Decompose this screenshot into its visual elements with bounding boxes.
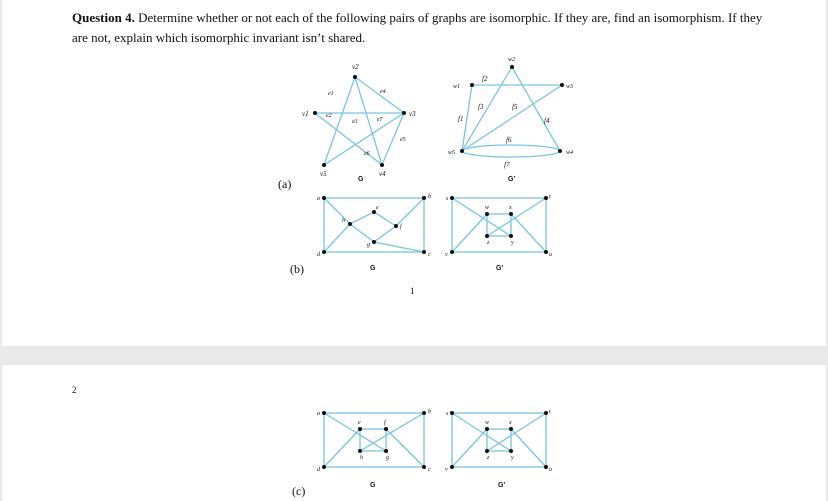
graph-label: g [367, 242, 370, 248]
graph-label: x [509, 420, 512, 426]
edge-e2 [315, 113, 382, 165]
vertex-v1 [313, 111, 317, 115]
graph-vertex [322, 465, 326, 469]
graph-label: e [376, 205, 379, 211]
graph-label: z [487, 240, 490, 246]
graph-a-G [282, 55, 602, 195]
graph-edge [511, 214, 546, 252]
graph-edge [452, 214, 487, 252]
label-f3: f3 [478, 103, 484, 111]
label-f7: f7 [504, 161, 510, 169]
graph-edge [360, 429, 386, 451]
edge-f1 [462, 85, 472, 151]
vertex-w4 [558, 149, 562, 153]
graph-label: v [445, 252, 448, 258]
label-f1: f1 [458, 115, 464, 123]
graph-label: x [509, 205, 512, 211]
label-w5: w5 [448, 150, 456, 156]
label-e5: e5 [400, 137, 406, 143]
edge-e4 [355, 77, 404, 113]
graph-edge [324, 413, 424, 467]
graph-vertex [450, 196, 454, 200]
graph-vertex [322, 411, 326, 415]
vertex-a [322, 196, 326, 200]
graph-label: g [386, 455, 389, 461]
label-w2: w2 [508, 57, 516, 63]
graph-label: u [549, 252, 552, 258]
label-e6: e6 [364, 151, 370, 157]
question-number: Question 4. [72, 10, 135, 25]
graph-vertex [422, 465, 426, 469]
label-f4: f4 [544, 117, 550, 125]
graph-vertex [450, 411, 454, 415]
graph-edge [396, 198, 424, 226]
graph-label: c [428, 252, 431, 258]
graph-vertex [544, 196, 548, 200]
graph-edge [452, 429, 487, 467]
graph-vertex [544, 411, 548, 415]
graph-label: t [549, 409, 551, 415]
graph-b [312, 190, 572, 275]
graph-edge [487, 429, 511, 451]
label-e4: e4 [380, 89, 386, 95]
graph-vertex [358, 449, 362, 453]
graph-edge [374, 242, 424, 252]
question-body: Determine whether or not each of the following pairs of graphs are isomorphic. If they are, find an isomorphism. If they are not, explain which isomorphic invariant isn’t shared. [72, 10, 763, 45]
graph-vertex [485, 427, 489, 431]
label-f5: f5 [512, 103, 518, 111]
graph-edge [324, 413, 386, 451]
graph-c [312, 405, 572, 495]
graph-edge [452, 413, 546, 467]
label-v2: v2 [352, 63, 359, 71]
label-e2: e2 [326, 113, 332, 119]
graph-label: w [485, 420, 490, 426]
vertex-v4 [380, 163, 384, 167]
graph-label: a [317, 411, 320, 417]
graph-label: c [428, 467, 431, 473]
edges-f6-f7 [462, 145, 560, 157]
graph-vertex [450, 250, 454, 254]
label-w3: w3 [566, 84, 574, 90]
graph-label: d [317, 252, 320, 258]
part-a-label: (a) [278, 177, 292, 191]
graph-edge [452, 198, 511, 236]
label-e7: e7 [377, 117, 383, 123]
graph-label: w [485, 205, 490, 211]
b-Gp-outer [452, 198, 546, 252]
label-w4: w4 [566, 150, 574, 156]
graph-edge [452, 413, 511, 451]
graph-vertex [485, 212, 489, 216]
graph-label: s [446, 411, 449, 417]
b-G-inner [324, 198, 396, 242]
page-1 [2, 0, 826, 346]
graph-label: f [384, 420, 386, 426]
graph-edge [360, 413, 424, 451]
vertex-c [422, 250, 426, 254]
vertex-v2 [353, 75, 357, 79]
vertex-w2 [510, 65, 514, 69]
label-e1: e1 [328, 91, 334, 97]
vertex-v3 [402, 111, 406, 115]
b-G-name: G [370, 265, 376, 272]
graph-vertex [509, 427, 513, 431]
graph-vertex [450, 465, 454, 469]
graph-label: y [511, 455, 514, 461]
vertex-w1 [470, 83, 474, 87]
vertex-f [394, 224, 398, 228]
graph-label: y [511, 240, 514, 246]
graph-vertex [485, 234, 489, 238]
graph-vertex [544, 465, 548, 469]
part-b-label: (b) [290, 262, 304, 276]
graph-label: d [317, 467, 320, 473]
b-Gp-name: G′ [496, 265, 504, 272]
graph-vertex [509, 234, 513, 238]
graph-edge [386, 429, 424, 467]
graph-edge [487, 198, 546, 236]
vertex-b [422, 196, 426, 200]
graph-vertex [384, 427, 388, 431]
graph-vertex [485, 449, 489, 453]
graph-edge [511, 429, 546, 467]
vertex-v5 [322, 163, 326, 167]
graph-vertex [384, 449, 388, 453]
graph-label: b [428, 194, 431, 200]
vertex-d [322, 250, 326, 254]
vertex-g [372, 240, 376, 244]
graph-label: v [445, 467, 448, 473]
graph-vertex [422, 411, 426, 415]
a-G-name: G [358, 176, 364, 183]
label-e3: e3 [352, 119, 358, 125]
vertex-w3 [560, 83, 564, 87]
graph-vertex [544, 250, 548, 254]
page-number-2: 2 [72, 385, 77, 395]
a-Gp-name: G′ [508, 176, 516, 183]
part-c-label: (c) [292, 484, 306, 498]
label-f2: f2 [482, 75, 488, 83]
graph-vertex [509, 449, 513, 453]
graph-edge [324, 429, 360, 467]
graph-label: G′ [498, 482, 506, 489]
b-Gp-inner [487, 214, 511, 236]
graph-label: b [428, 409, 431, 415]
graph-label: h [360, 455, 363, 461]
edge-f5 [512, 67, 560, 151]
label-v1: v1 [302, 110, 309, 118]
graph-label: t [549, 194, 551, 200]
vertex-h [348, 222, 352, 226]
label-v4: v4 [379, 170, 386, 178]
label-f6: f6 [506, 136, 512, 144]
vertex-w5 [460, 149, 464, 153]
graph-label: f [400, 224, 402, 230]
graph-label: s [446, 196, 449, 202]
graph-label: G [370, 482, 376, 489]
graph-vertex [509, 212, 513, 216]
graph-edge [324, 224, 350, 252]
question-text [72, 8, 772, 48]
page-2 [2, 365, 826, 501]
page-number-1: 1 [410, 286, 415, 296]
graph-vertex [358, 427, 362, 431]
label-w1: w1 [453, 84, 461, 90]
graph-edge [487, 413, 546, 451]
graph-label: h [342, 218, 345, 224]
label-v5: v5 [320, 170, 327, 178]
edge-e6 [324, 113, 404, 165]
graph-label: e [358, 420, 361, 426]
graph-label: z [487, 455, 490, 461]
graph-label: a [317, 196, 320, 202]
graph-label: u [549, 467, 552, 473]
label-v3: v3 [409, 110, 416, 118]
